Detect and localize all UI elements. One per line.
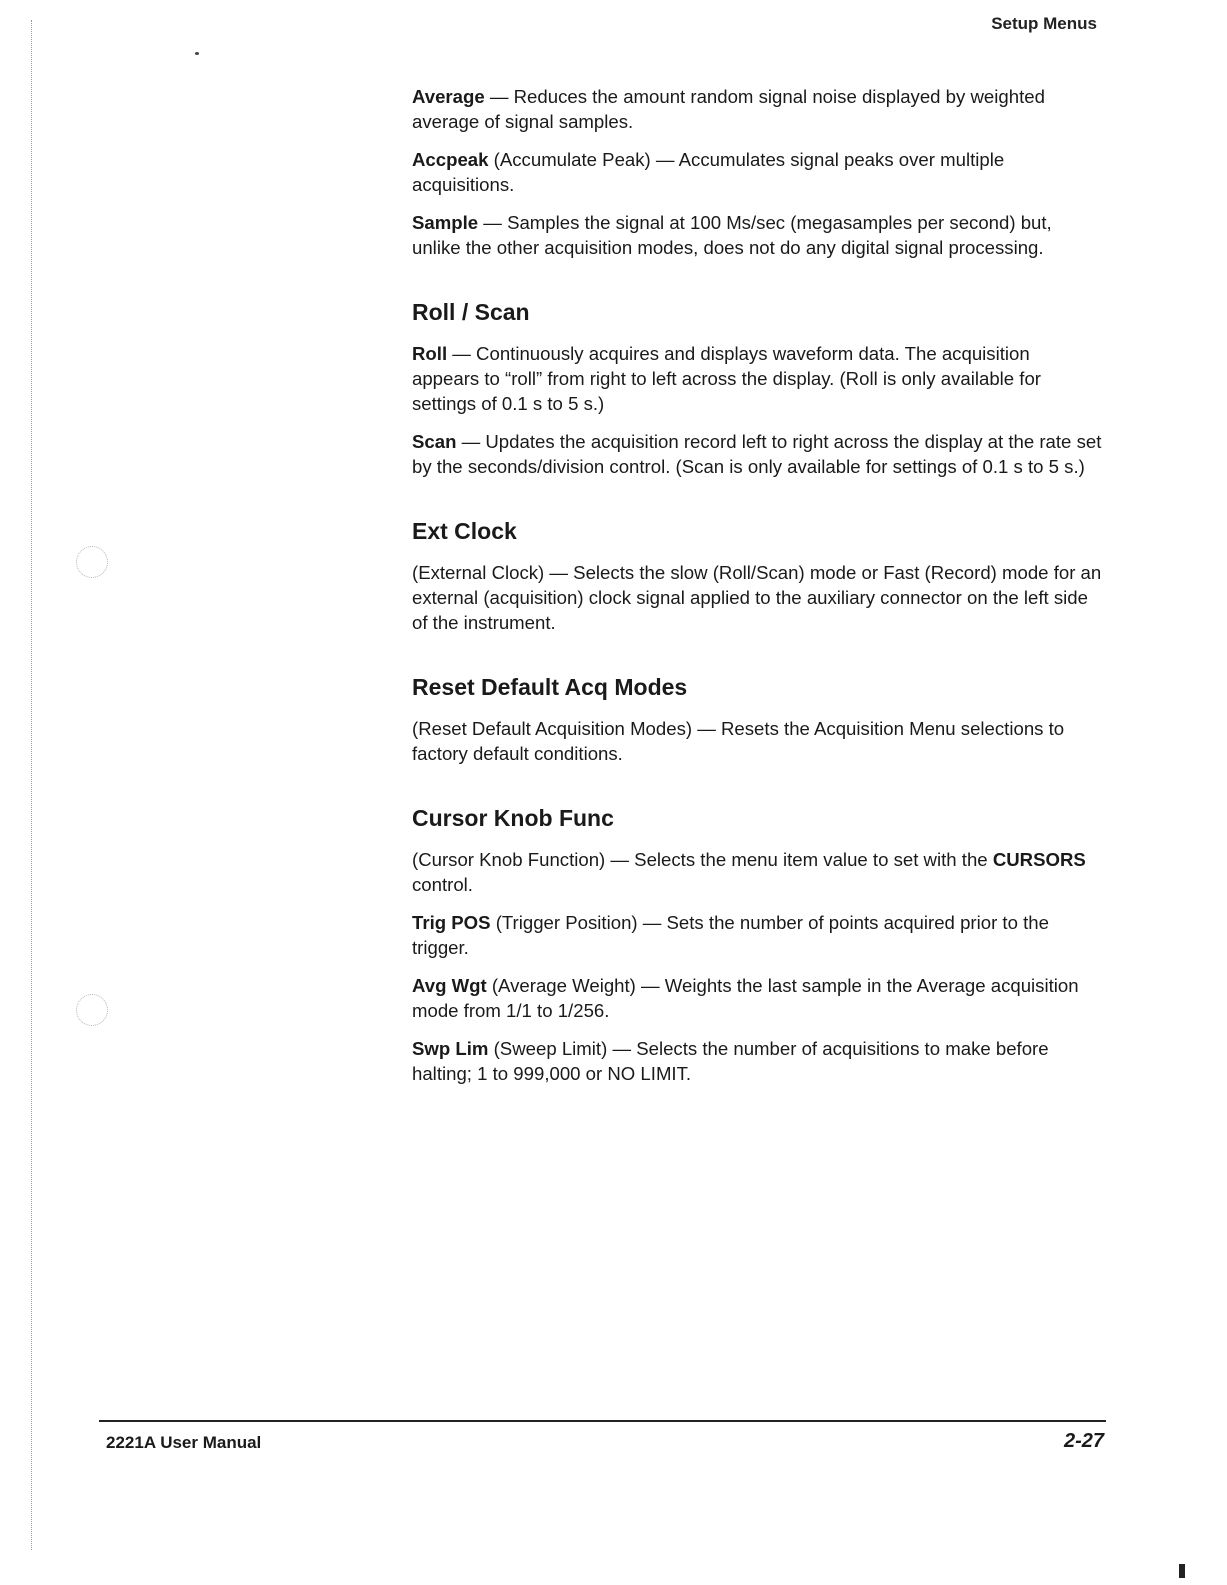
entry-description: (Sweep Limit) — Selects the number of acquisitions to make before halting; 1 to 999,000 or NO LIMIT. bbox=[412, 1038, 1049, 1084]
entry-term: Scan bbox=[412, 431, 457, 452]
entry-term: Swp Lim bbox=[412, 1038, 489, 1059]
section-heading: Cursor Knob Func bbox=[412, 805, 614, 831]
definition-entry bbox=[412, 210, 1102, 260]
entry-inline-term: CURSORS bbox=[992, 849, 1086, 870]
footer-rule bbox=[99, 1420, 1106, 1422]
entry-description: (Average Weight) — Weights the last sample in the Average acquisition mode from 1/1 to 1/256. bbox=[412, 975, 1079, 1021]
entry-description: (Cursor Knob Function) — Selects the menu item value to set with the bbox=[412, 849, 993, 870]
definition-entry bbox=[412, 847, 1102, 897]
entry-description: (Accumulate Peak) — Accumulates signal peaks over multiple acquisitions. bbox=[412, 149, 1005, 195]
entry-term: Sample bbox=[412, 212, 479, 233]
entry-description: (Reset Default Acquisition Modes) — Resets the Acquisition Menu selections to factory default conditions. bbox=[412, 718, 1065, 764]
definition-entry bbox=[412, 560, 1102, 635]
page-number: 2-27 bbox=[1063, 1430, 1104, 1452]
entry-term: Average bbox=[412, 86, 485, 107]
definition-entry bbox=[412, 1036, 1102, 1086]
entry-description: (External Clock) — Selects the slow (Roll/Scan) mode or Fast (Record) mode for an external (acquisition) clock signal applied to the auxiliary connector on the left side of the instrument. bbox=[412, 562, 1102, 633]
entry-term: Roll bbox=[412, 343, 448, 364]
entry-term: Trig POS bbox=[412, 912, 491, 933]
section-heading: Roll / Scan bbox=[412, 299, 530, 325]
entry-description: — Continuously acquires and displays waveform data. The acquisition appears to “roll” from right to left across the display. (Roll is only available for settings of 0.1 s to 5 s.) bbox=[412, 343, 1042, 414]
binding-edge-line bbox=[31, 20, 32, 1550]
definition-entry bbox=[412, 84, 1102, 134]
punch-hole-lower bbox=[76, 994, 108, 1026]
definition-entry bbox=[412, 716, 1102, 766]
entry-term: Avg Wgt bbox=[412, 975, 487, 996]
punch-hole-upper bbox=[76, 546, 108, 578]
running-head: Setup Menus bbox=[991, 14, 1097, 33]
entry-description: — Updates the acquisition record left to right across the display at the rate set by the seconds/division control. (Scan is only available for settings of 0.1 s to 5 s.) bbox=[412, 431, 1102, 477]
definition-entry bbox=[412, 147, 1102, 197]
scan-edge-mark bbox=[1179, 1564, 1185, 1578]
manual-title: 2221A User Manual bbox=[106, 1433, 262, 1452]
entry-description: (Trigger Position) — Sets the number of points acquired prior to the trigger. bbox=[412, 912, 1049, 958]
definition-entry bbox=[412, 429, 1102, 479]
definition-entry bbox=[412, 341, 1102, 416]
definition-entry bbox=[412, 973, 1102, 1023]
entry-description: — Reduces the amount random signal noise displayed by weighted average of signal samples. bbox=[412, 86, 1045, 132]
entry-term: Accpeak bbox=[412, 149, 489, 170]
section-heading: Reset Default Acq Modes bbox=[412, 674, 688, 700]
entry-description-tail: control. bbox=[412, 874, 473, 895]
page-body bbox=[412, 84, 1102, 1099]
definition-entry bbox=[412, 910, 1102, 960]
entry-description: — Samples the signal at 100 Ms/sec (megasamples per second) but, unlike the other acquisition modes, does not do any digital signal processing. bbox=[412, 212, 1052, 258]
scan-speck bbox=[195, 52, 199, 55]
section-heading: Ext Clock bbox=[412, 518, 517, 544]
